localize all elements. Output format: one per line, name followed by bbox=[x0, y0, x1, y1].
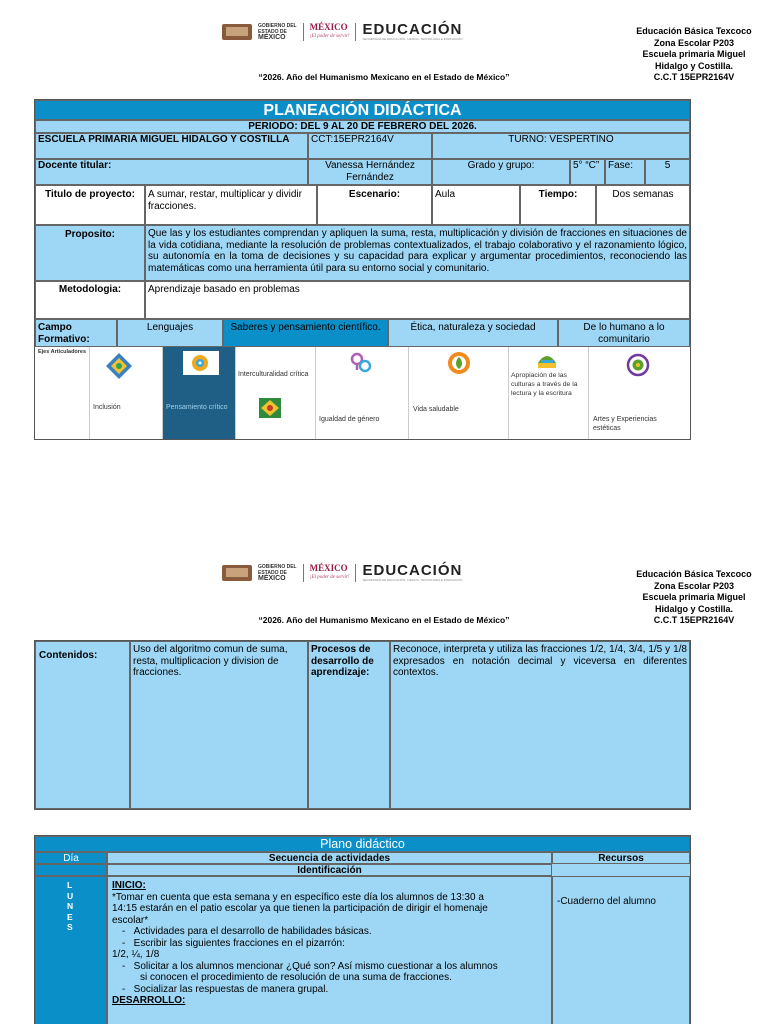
header-logos bbox=[222, 22, 463, 41]
grado-label: Grado y grupo: bbox=[432, 159, 570, 185]
procesos-label: Procesos de desarrollo de aprendizaje: bbox=[308, 641, 390, 809]
docente-label: Docente titular: bbox=[35, 159, 308, 185]
school-info-2: Educación Básica Texcoco Zona Escolar P203 Escuela primaria Miguel Hidalgo y Costilla. C.C.T 15EPR2164V bbox=[636, 569, 752, 625]
eje-interculturalidad: Interculturalidad crítica bbox=[236, 347, 316, 439]
apropiacion-culturas-icon bbox=[536, 351, 558, 369]
state-seal-icon bbox=[222, 24, 252, 40]
vida-saludable-icon bbox=[447, 351, 471, 375]
plano-title: Plano didáctico bbox=[35, 836, 690, 852]
recursos-lunes: -Cuaderno del alumno bbox=[552, 876, 690, 1024]
gov-text-2: GOBIERNO DEL ESTADO DE MÉXICO bbox=[258, 563, 297, 582]
col-recursos: Recursos bbox=[552, 852, 690, 864]
planeacion-title: PLANEACIÓN DIDÁCTICA bbox=[35, 100, 690, 120]
procesos-text: Reconoce, interpreta y utiliza las fracciones 1/2, 1/4, 3/4, 1/5 y 1/8 expresados en notación decimal y viceversa en diferentes contextos. bbox=[390, 641, 690, 809]
eje-artes: Artes y Experiencias estéticas bbox=[589, 347, 690, 439]
inicio-heading: INICIO: bbox=[112, 880, 146, 891]
metodologia: Aprendizaje basado en problemas bbox=[145, 281, 690, 319]
eje-inclusion: Inclusión bbox=[90, 347, 163, 439]
pensamiento-critico-icon bbox=[187, 353, 213, 373]
state-seal-icon-2 bbox=[222, 565, 252, 581]
campo-etica: Ética, naturaleza y sociedad bbox=[388, 319, 558, 347]
dia-lunes: L U N E S bbox=[35, 876, 107, 1024]
secuencia-lunes: INICIO: *Tomar en cuenta que esta semana y en específico este día los alumnos de 13:30 a 14:15 estarán en el patio escolar ya que tienen la participación de dirigir el homenaje escolar* - Actividades para el desarrollo de habilidades básicas. - Escribir las siguientes fracciones en el pizarrón: 1/2, ¼, 1/8 - Solicitar a los alumnos mencionar ¿Qué son? Así mismo cuestionar a los alumnos si conocen el procedimiento de resolución de una suma de fracciones. - Socializar las respuestas de manera grupal. DESARROLLO: bbox=[107, 876, 552, 1024]
escenario: Aula bbox=[432, 185, 520, 225]
desarrollo-heading: DESARROLLO: bbox=[112, 995, 186, 1006]
gov-text: GOBIERNO DEL ESTADO DE MÉXICO bbox=[258, 22, 297, 41]
contenidos-label: Contenidos: bbox=[35, 641, 130, 809]
tiempo-label: Tiempo: bbox=[520, 185, 596, 225]
inclusion-icon bbox=[104, 351, 134, 381]
eje-vida-saludable: Vida saludable bbox=[409, 347, 509, 439]
campo-lenguajes: Lenguajes bbox=[117, 319, 223, 347]
campo-label: Campo Formativo: bbox=[35, 319, 117, 347]
tiempo: Dos semanas bbox=[596, 185, 690, 225]
campo-saberes: Saberes y pensamiento científico. bbox=[223, 319, 388, 347]
proposito: Que las y los estudiantes comprendan y apliquen la suma, resta, multiplicación y división de fracciones en situaciones de la vida cotidiana, mediante la resolución de problemas contextualizados, el trabajo colaborativo y el razonamiento lógico, su autonomía en la toma de decisiones y su capacidad para explicar y argumentar procedimientos, reconociendo las matemáticas como una herramienta útil para su entorno social y comunitario. bbox=[145, 225, 690, 281]
grado: 5° “C” bbox=[570, 159, 605, 185]
school-info: Educación Básica Texcoco Zona Escolar P203 Escuela primaria Miguel Hidalgo y Costilla. C.C.T 15EPR2164V bbox=[636, 26, 752, 82]
educacion-logo: EDUCACIÓN SECRETARÍA DE EDUCACIÓN, CIENCIA, TECNOLOGÍA E INNOVACIÓN bbox=[362, 21, 463, 41]
mexico-logo-2: MÉXICO ¡El poder de servir! bbox=[309, 562, 350, 580]
eje-apropiacion: Apropiación de las culturas a través de la lectura y la escritura bbox=[509, 347, 589, 439]
col-secuencia: Secuencia de actividades bbox=[107, 852, 552, 864]
contenidos-table bbox=[34, 640, 691, 810]
igualdad-genero-icon bbox=[348, 351, 374, 375]
titulo-label: Titulo de proyecto: bbox=[35, 185, 145, 225]
escenario-label: Escenario: bbox=[317, 185, 432, 225]
fase-label: Fase: bbox=[605, 159, 645, 185]
escuela: ESCUELA PRIMARIA MIGUEL HIDALGO Y COSTILLA bbox=[35, 133, 308, 159]
identificacion: Identificación bbox=[107, 864, 552, 876]
ejes-label: Ejes Articuladores bbox=[35, 347, 90, 439]
titulo: A sumar, restar, multiplicar y dividir fracciones. bbox=[145, 185, 317, 225]
motto: “2026. Año del Humanismo Mexicano en el Estado de México” bbox=[258, 72, 510, 82]
periodo: PERIODO: DEL 9 AL 20 DE FEBRERO DEL 2026. bbox=[35, 120, 690, 133]
planeacion-table bbox=[34, 99, 691, 440]
cct: CCT:15EPR2164V bbox=[308, 133, 432, 159]
mexico-logo: MÉXICO ¡El poder de servir! bbox=[309, 21, 350, 39]
turno: TURNO: VESPERTINO bbox=[432, 133, 690, 159]
eje-igualdad: Igualdad de género bbox=[316, 347, 409, 439]
col-dia: Día bbox=[35, 852, 107, 864]
motto-2: “2026. Año del Humanismo Mexicano en el Estado de México” bbox=[258, 615, 510, 625]
campo-humano: De lo humano a lo comunitario bbox=[558, 319, 690, 347]
fase: 5 bbox=[645, 159, 690, 185]
plano-table bbox=[34, 835, 691, 1024]
interculturalidad-icon bbox=[258, 397, 282, 419]
docente: Vanessa Hernández Fernández bbox=[308, 159, 432, 185]
eje-pensamiento: Pensamiento crítico bbox=[163, 347, 236, 439]
metodologia-label: Metodologia: bbox=[35, 281, 145, 319]
header-logos-2 bbox=[222, 563, 463, 582]
artes-icon bbox=[625, 353, 651, 377]
proposito-label: Proposito: bbox=[35, 225, 145, 281]
contenidos-text: Uso del algoritmo comun de suma, resta, multiplicacion y division de fracciones. bbox=[130, 641, 308, 809]
educacion-logo-2: EDUCACIÓN SECRETARÍA DE EDUCACIÓN, CIENCIA, TECNOLOGÍA E INNOVACIÓN bbox=[362, 562, 463, 582]
